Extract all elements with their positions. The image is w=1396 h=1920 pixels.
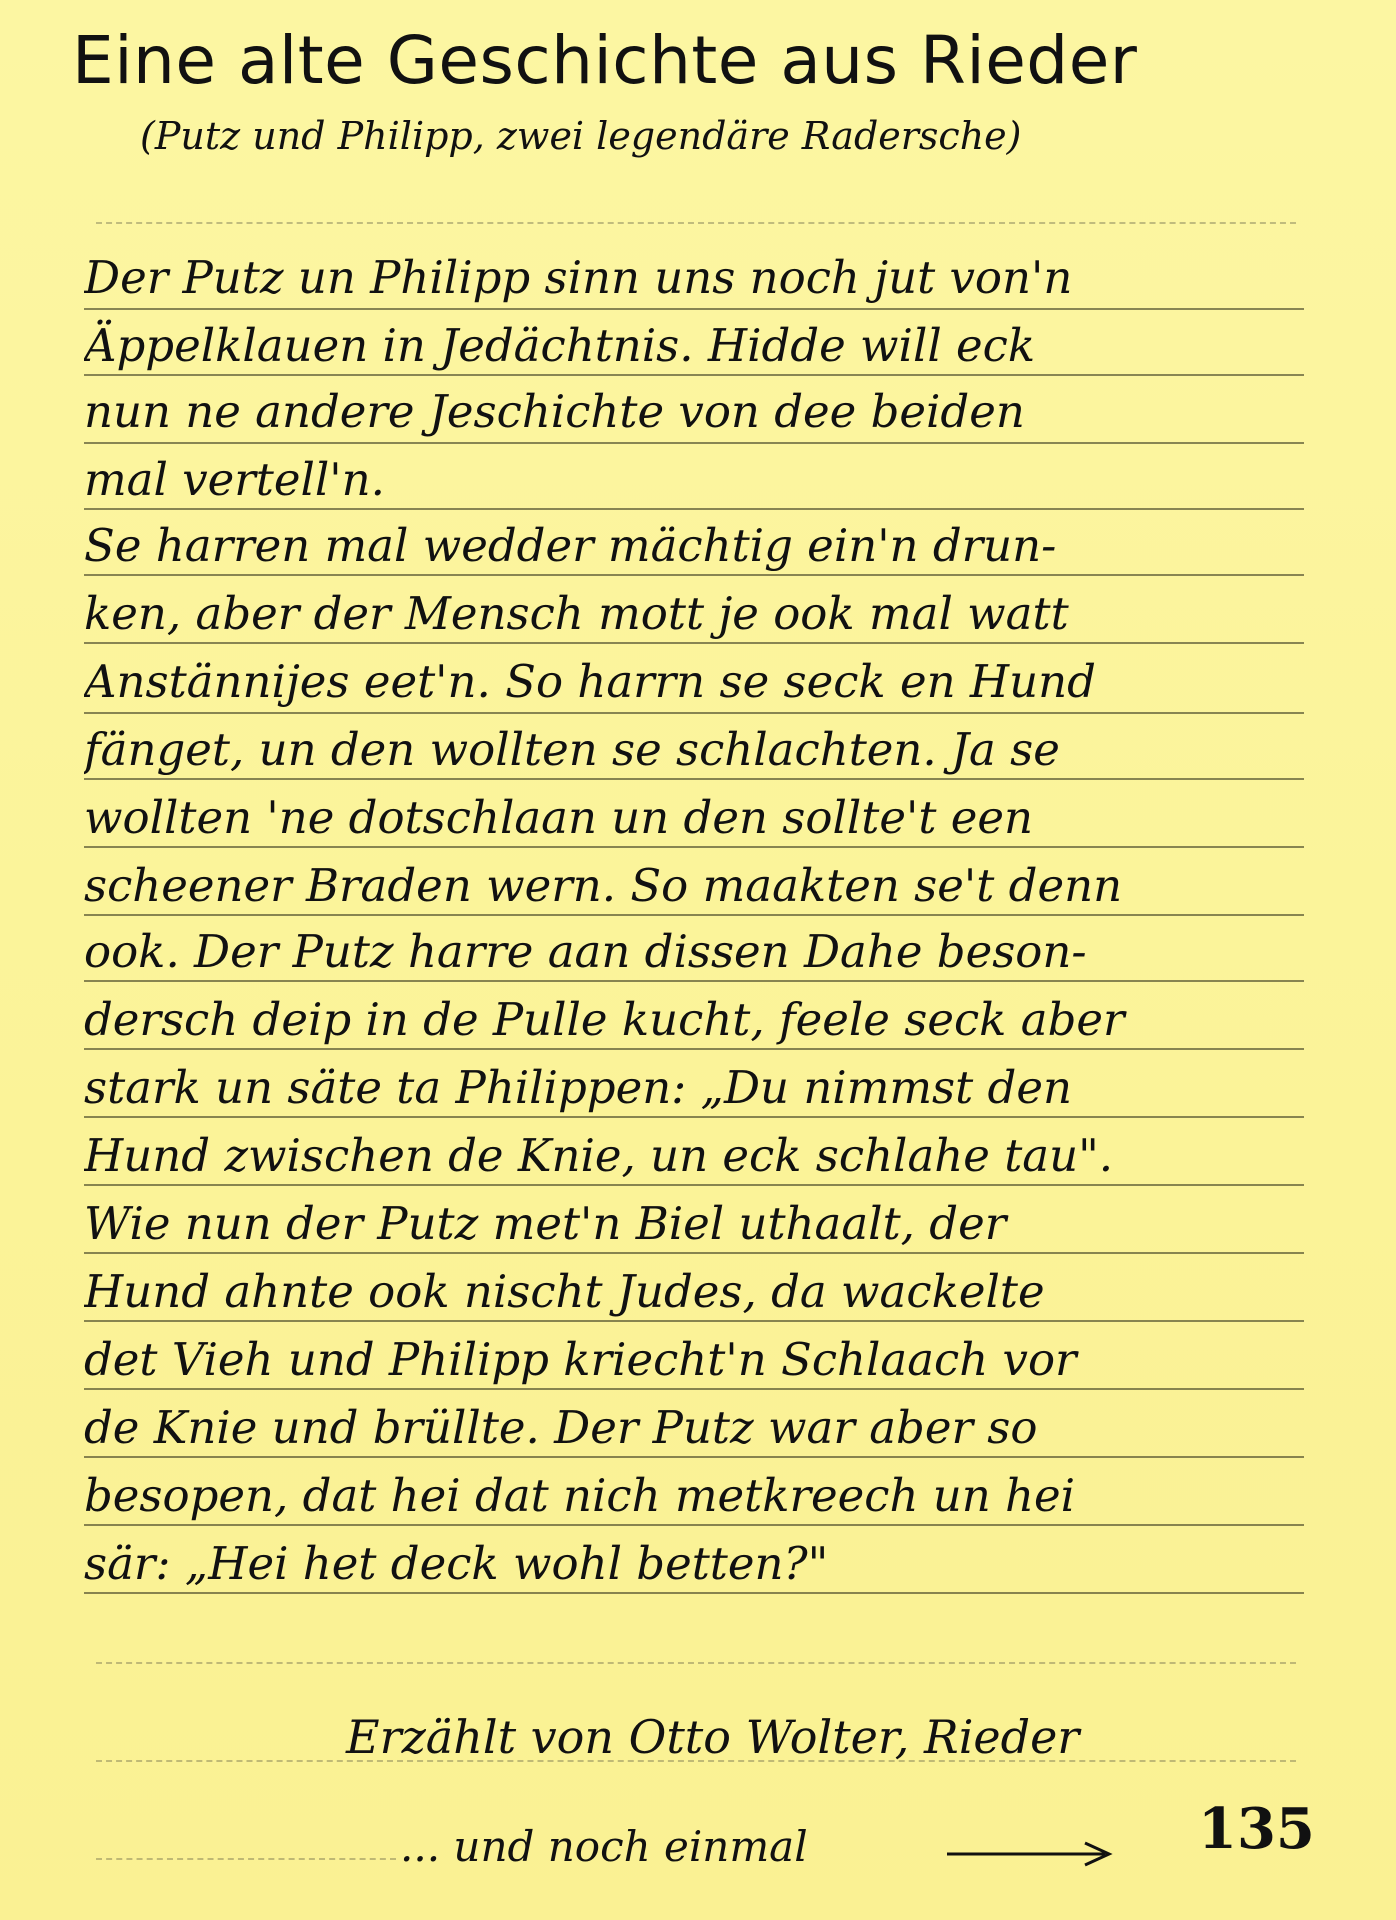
ruled-line (84, 778, 1304, 780)
text-line-6: ken, aber der Mensch mott je ook mal watt (84, 587, 1069, 640)
text-line-14: Hund zwischen de Knie, un eck schlahe tau". (84, 1129, 1114, 1182)
arrow-right-icon (945, 1838, 1115, 1868)
guide-line (96, 1858, 396, 1860)
ruled-line (84, 374, 1304, 376)
ruled-line (84, 846, 1304, 848)
text-line-12: dersch deip in de Pulle kucht, feele seck aber (84, 993, 1125, 1046)
page-number: 135 (1198, 1796, 1315, 1862)
text-line-19: besopen, dat hei dat nich metkreech un hei (84, 1469, 1076, 1522)
text-line-7: Anstännijes eet'n. So harrn se seck en Hund (84, 655, 1096, 708)
ruled-line (84, 1456, 1304, 1458)
ruled-line (84, 980, 1304, 982)
text-line-4: mal vertell'n. (84, 453, 385, 506)
text-line-5: Se harren mal wedder mächtig ein'n drun- (84, 519, 1057, 572)
ruled-line (84, 508, 1304, 510)
ruled-line (84, 642, 1304, 644)
page-title: Eine alte Geschichte aus Rieder (72, 22, 1138, 99)
ruled-line (84, 1524, 1304, 1526)
ruled-line (84, 1592, 1304, 1594)
signature: Erzählt von Otto Wolter, Rieder (346, 1710, 1080, 1764)
ruled-line (84, 1184, 1304, 1186)
text-line-9: wollten 'ne dotschlaan un den sollte't een (84, 791, 1033, 844)
ruled-line (84, 914, 1304, 916)
text-line-13: stark un säte ta Philippen: „Du nimmst den (84, 1061, 1072, 1114)
ruled-line (84, 442, 1304, 444)
ruled-line (84, 308, 1304, 310)
continuation-note: ... und noch einmal (400, 1822, 808, 1871)
text-line-15: Wie nun der Putz met'n Biel uthaalt, der (84, 1197, 1007, 1250)
text-line-8: fänget, un den wollten se schlachten. Ja se (84, 723, 1060, 776)
ruled-line (84, 1252, 1304, 1254)
ruled-line (84, 1116, 1304, 1118)
text-line-20: sär: „Hei het deck wohl betten?" (84, 1537, 829, 1590)
text-line-16: Hund ahnte ook nischt Judes, da wackelte (84, 1265, 1045, 1318)
text-line-1: Der Putz un Philipp sinn uns noch jut von'n (84, 251, 1073, 304)
ruled-line (84, 1388, 1304, 1390)
ruled-line (84, 712, 1304, 714)
ruled-line (84, 1320, 1304, 1322)
guide-line (96, 222, 1296, 224)
ruled-line (84, 1048, 1304, 1050)
guide-line (96, 1662, 1296, 1664)
text-line-11: ook. Der Putz harre aan dissen Dahe beson- (84, 925, 1087, 978)
text-line-18: de Knie und brüllte. Der Putz war aber so (84, 1401, 1038, 1454)
text-line-10: scheener Braden wern. So maakten se't denn (84, 859, 1123, 912)
ruled-line (84, 574, 1304, 576)
guide-line (96, 1760, 1296, 1762)
text-line-17: det Vieh und Philipp kriecht'n Schlaach vor (84, 1333, 1077, 1386)
text-line-3: nun ne andere Jeschichte von dee beiden (84, 385, 1025, 438)
page-subtitle: (Putz und Philipp, zwei legendäre Radersche) (140, 114, 1022, 158)
text-line-2: Äppelklauen in Jedächtnis. Hidde will eck (84, 319, 1036, 372)
